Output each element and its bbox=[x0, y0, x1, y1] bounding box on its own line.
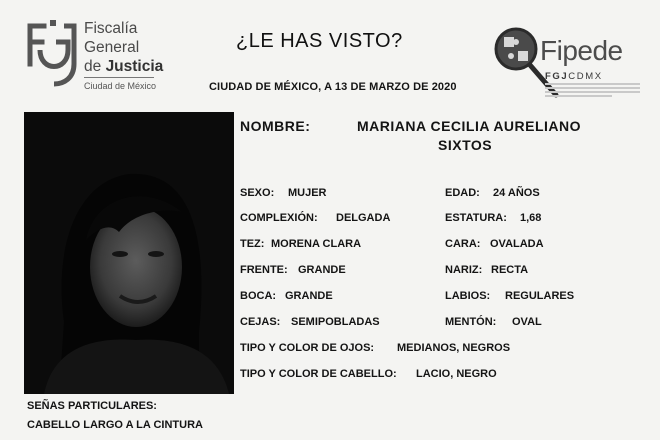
complexion-value: DELGADA bbox=[336, 212, 391, 224]
complexion-label: COMPLEXIÓN: bbox=[240, 212, 318, 224]
frente-value: GRANDE bbox=[298, 264, 346, 276]
nariz-value: RECTA bbox=[491, 264, 529, 276]
frente-label: FRENTE: bbox=[240, 264, 288, 276]
cejas-label: CEJAS: bbox=[240, 316, 281, 328]
labios-label: LABIOS: bbox=[445, 290, 491, 302]
portrait-silhouette bbox=[24, 112, 234, 394]
cabello-value: LACIO, NEGRO bbox=[416, 368, 497, 380]
cabello-label: TIPO Y COLOR DE CABELLO: bbox=[240, 368, 397, 380]
org-name-line3 bbox=[84, 58, 163, 76]
nariz-label: NARIZ: bbox=[445, 264, 483, 276]
tez-value: MORENA CLARA bbox=[271, 238, 362, 250]
fipede-sub-rest: CDMX bbox=[568, 71, 603, 82]
senas-value: CABELLO LARGO A LA CINTURA bbox=[27, 419, 203, 431]
estatura-value: 1,68 bbox=[520, 212, 542, 224]
edad-label: EDAD: bbox=[445, 187, 480, 199]
name-line2: SIXTOS bbox=[438, 137, 493, 153]
fipede-logo-text: Fipede bbox=[540, 35, 623, 66]
page-title: ¿LE HAS VISTO? bbox=[236, 30, 403, 52]
cejas-value: SEMIPOBLADAS bbox=[291, 316, 380, 328]
person-photo bbox=[24, 112, 234, 394]
tez-label: TEZ: bbox=[240, 238, 265, 250]
sexo-value: MUJER bbox=[288, 187, 327, 199]
fipede-logo-subtitle bbox=[545, 71, 603, 82]
ojos-value: MEDIANOS, NEGROS bbox=[397, 342, 511, 354]
org-name-bold: Justicia bbox=[105, 58, 164, 75]
boca-label: BOCA: bbox=[240, 290, 277, 302]
fipede-sub-bold: FGJ bbox=[545, 71, 569, 82]
cara-label: CARA: bbox=[445, 238, 481, 250]
cara-value: OVALADA bbox=[490, 238, 544, 250]
labios-value: REGULARES bbox=[505, 290, 575, 302]
org-name-prefix: de bbox=[84, 58, 102, 75]
menton-value: OVAL bbox=[512, 316, 542, 328]
name-line1: MARIANA CECILIA AURELIANO bbox=[357, 118, 582, 134]
ojos-label: TIPO Y COLOR DE OJOS: bbox=[240, 342, 375, 354]
fipede-fine-print bbox=[545, 83, 640, 99]
estatura-label: ESTATURA: bbox=[445, 212, 507, 224]
boca-value: GRANDE bbox=[285, 290, 333, 302]
logo-divider bbox=[84, 77, 154, 78]
menton-label: MENTÓN: bbox=[445, 316, 497, 328]
dateline: CIUDAD DE MÉXICO, A 13 DE MARZO DE 2020 bbox=[209, 81, 457, 93]
senas-label: SEÑAS PARTICULARES: bbox=[27, 400, 157, 412]
fgj-logo-icon bbox=[24, 20, 80, 90]
name-label: NOMBRE: bbox=[240, 118, 311, 134]
org-name-line1: Fiscalía bbox=[84, 20, 138, 37]
org-city: Ciudad de México bbox=[84, 81, 157, 91]
edad-value: 24 AÑOS bbox=[493, 187, 540, 199]
org-name-line2: General bbox=[84, 39, 140, 56]
sexo-label: SEXO: bbox=[240, 187, 275, 199]
